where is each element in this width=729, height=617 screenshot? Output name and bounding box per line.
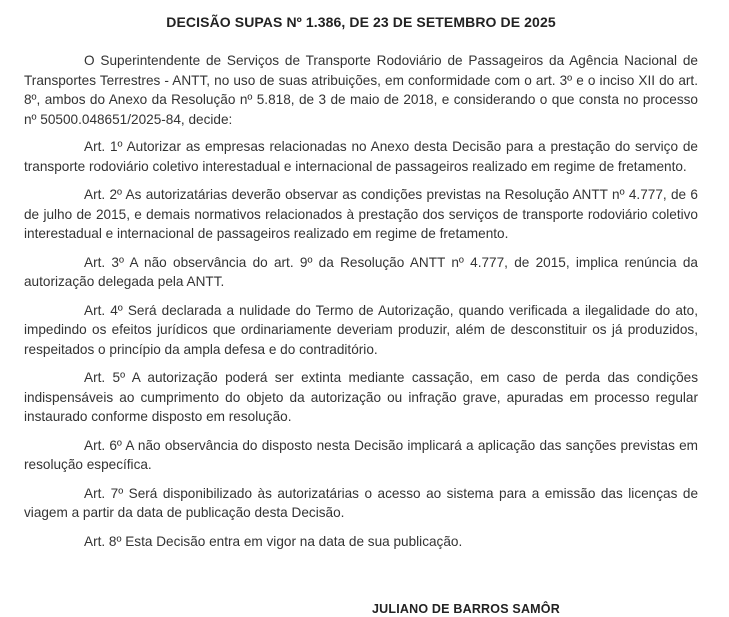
article-6: Art. 6º A não observância do disposto nesta Decisão implicará a aplicação das sanções previstas em resolução específica. [24,437,698,472]
signature-name: JULIANO DE BARROS SAMÔR [372,602,560,616]
article-3: Art. 3º A não observância do art. 9º da Resolução ANTT nº 4.777, de 2015, implica renúncia da autorização delegada pela ANTT. [24,254,698,289]
article-4: Art. 4º Será declarada a nulidade do Termo de Autorização, quando verificada a ilegalidade do ato, impedindo os efeitos jurídicos que ordinariamente deveriam produzir, além de desconstituir os já produzidos, respeitados o princípio da ampla defesa e do contraditório. [24,302,698,357]
article-7: Art. 7º Será disponibilizado às autorizatárias o acesso ao sistema para a emissão das licenças de viagem a partir da data de publicação desta Decisão. [24,485,698,520]
preamble-paragraph: O Superintendente de Serviços de Transporte Rodoviário de Passageiros da Agência Nacional de Transportes Terrestres - ANTT, no uso de suas atribuições, em conformidade com o art. 3º e o inciso XII do art. 8º, ambos do Anexo da Resolução nº 5.818, de 3 de maio de 2018, e considerando o que consta no processo nº 50500.048651/2025-84, decide: [24,53,698,127]
document-title: DECISÃO SUPAS Nº 1.386, DE 23 DE SETEMBRO DE 2025 [166,14,556,30]
article-2: Art. 2º As autorizatárias deverão observar as condições previstas na Resolução ANTT nº 4.777, de 6 de julho de 2015, e demais normativos relacionados à prestação dos serviços de transporte rodoviário coletivo interestadual e internacional de passageiros realizado em regime de fretamento. [24,187,698,241]
article-1: Art. 1º Autorizar as empresas relacionadas no Anexo desta Decisão para a prestação do serviço de transporte rodoviário coletivo interestadual e internacional de passageiros realizado em regime de fretamento. [24,139,698,174]
article-5: Art. 5º A autorização poderá ser extinta mediante cassação, em caso de perda das condições indispensáveis ao cumprimento do objeto da autorização ou infração grave, apuradas em processo regular instaurado conforme disposto em resolução. [24,370,698,424]
article-8: Art. 8º Esta Decisão entra em vigor na data de sua publicação. [84,533,463,549]
